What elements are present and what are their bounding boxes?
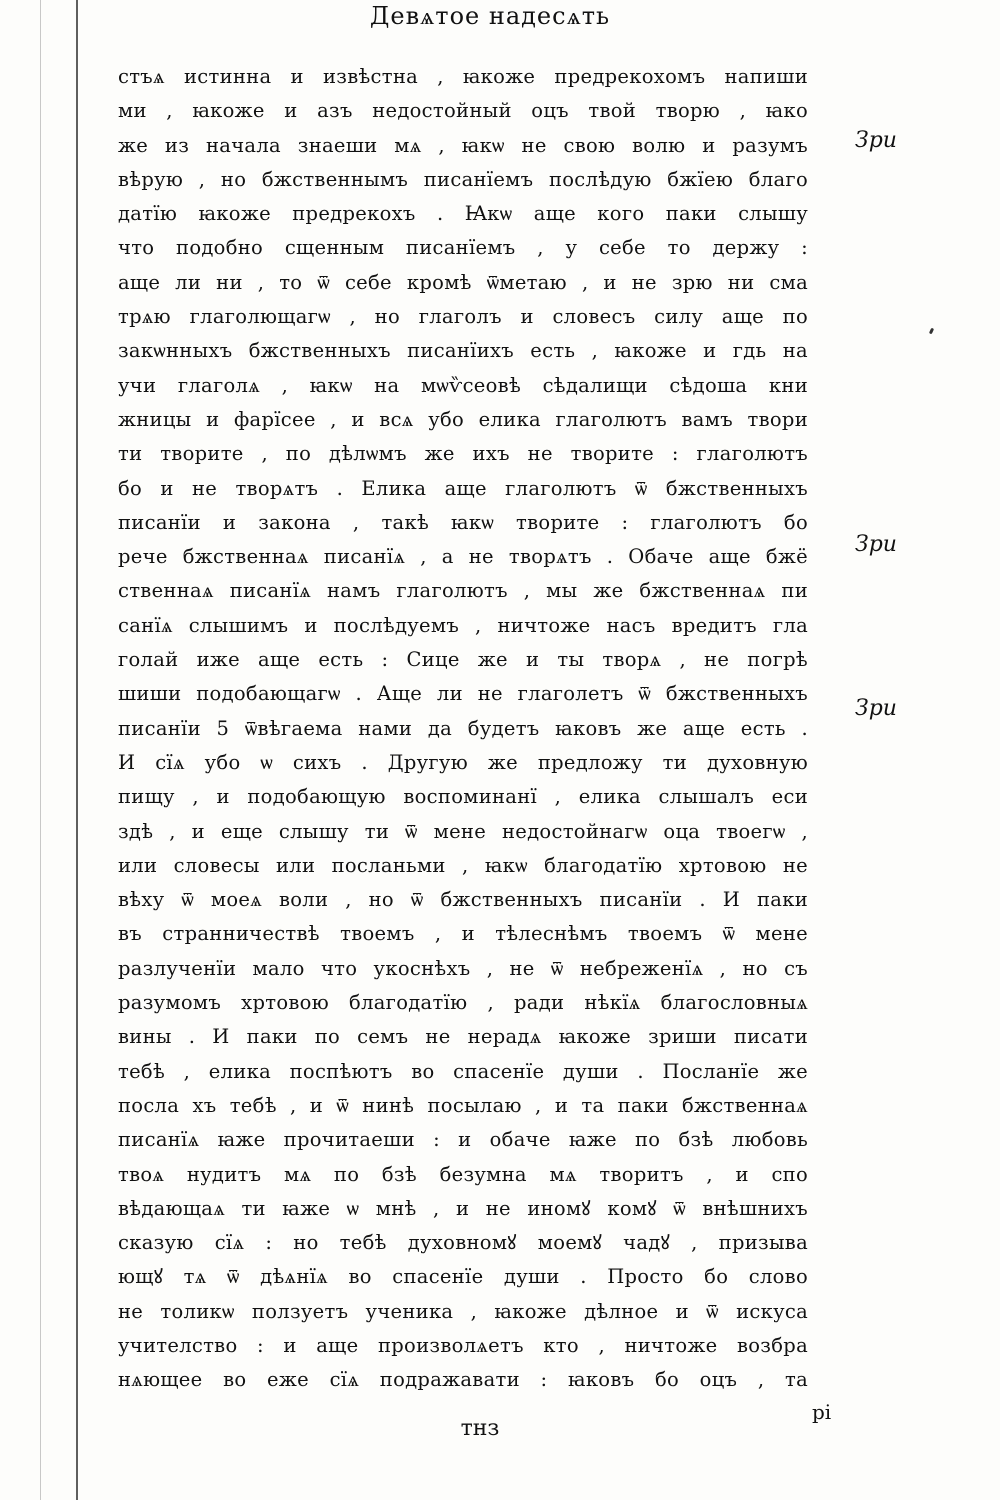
gutter-shadow-line [40,0,41,1500]
text-line: вѣрую , но бжственнымъ писанїемъ послѣдую бжїею благо [118,167,808,191]
text-line: голай иже аще есть : Сице же и ты творѧ , не погрѣ [118,648,808,672]
margin-note: Зри [855,696,897,721]
text-line: жницы и фарїсее , и всѧ убо елика глаголютъ вамъ твори [118,407,808,431]
text-line: вѣдающаѧ ти ꙗже ѡ мнѣ , и не иномꙋ комꙋ ѿ внѣшнихъ [118,1196,808,1220]
gutter-binding-line [76,0,78,1500]
signature-mark: рі [812,1400,832,1424]
text-line: стъѧ истинна и извѣстна , ꙗкоже предрекохомъ напиши [118,65,808,88]
margin-note: Зри [855,532,897,557]
text-line: посла хъ тебѣ , и ѿ нинѣ посылаю , и та паки бжственнаѧ [118,1093,808,1117]
text-line: ми , ꙗкоже и азъ недостойный оцъ твой творю , ꙗко [118,99,808,123]
text-line: датїю ꙗкоже предрекохъ . Ꙗкѡ аще кого паки слышу [118,202,808,226]
text-line: нѧющее во еже сїѧ подражавати : ꙗковъ бо оцъ , та [118,1368,808,1392]
folio-number: тнз [460,1416,500,1441]
margin-note: Зри [855,128,897,153]
text-line: въ странничествѣ твоемъ , и тѣлеснѣмъ твоемъ ѿ мене [118,922,808,946]
text-line: разумомъ хртовою благодатїю , ради нѣкїѧ благословныѧ [118,991,808,1015]
text-line: не толикѡ ползуетъ ученика , ꙗкоже дѣлное и ѿ искуса [118,1299,808,1323]
text-line: шиши подобающагѡ . Аще ли не глаголетъ ѿ бжственныхъ [118,682,808,706]
text-line: здѣ , и еще слышу ти ѿ мене недостойнагѡ оца твоегѡ , [118,819,808,843]
text-line: вины . И паки по семъ не нерадѧ ꙗкоже зриши писати [118,1025,808,1049]
text-line: санїѧ слышимъ и послѣдуемъ , ничтоже насъ вредитъ гла [118,613,808,637]
text-line: или словесы или посланьми , ꙗкѡ благодатїю хртовою не [118,853,808,877]
text-line: что подобно сщенным писанїемъ , у себе то держу : [118,236,808,260]
text-line: И сїѧ убо ѡ сихъ . Другую же предложу ти духовную [118,750,808,774]
text-line: учителство : и аще произволѧетъ кто , ничтоже возбра [118,1333,808,1357]
text-line: вѣху ѿ моеѧ воли , но ѿ бжственныхъ писанїи . И паки [118,888,808,912]
text-line: пищу , и подобающую воспоминанї , елика слышалъ еси [118,785,808,809]
text-line: аще ли ни , то ѿ себе кромѣ ѿметаю , и не зрю ни сма [118,270,808,294]
text-line: бо и не творѧтъ . Елика аще глаголютъ ѿ бжственныхъ [118,476,808,500]
text-line: ти творите , по дѣлѡмъ же ихъ не творите : глаголютъ [118,442,808,466]
text-line: трѧю глаголющагѡ , но глаголъ и словесъ силу аще по [118,305,808,329]
main-text-block [118,60,808,1398]
text-line: писанїи 5 ѿвѣгаема нами да будетъ ꙗковъ же аще есть . [118,716,808,740]
text-line: ственнаѧ писанїѧ намъ глаголютъ , мы же бжственнаѧ пи [118,579,808,603]
text-line: писанїѧ ꙗже прочитаеши : и обаче ꙗже по бзѣ любовь [118,1128,808,1152]
text-line: тебѣ , елика поспѣютъ во спасенїе души . Посланїе же [118,1059,808,1083]
text-line: закѡнныхъ бжственныхъ писанїихъ есть , ꙗкоже и гдь на [118,339,808,363]
text-line: сказую сїѧ : но тебѣ духовномꙋ моемꙋ чадꙋ , призыва [118,1231,808,1255]
text-line: рече бжственнаѧ писанїѧ , а не творѧтъ . Обаче аще бжё [118,545,808,569]
running-head: Девѧтое надесѧть [369,2,611,30]
text-line: писанїи и закона , такѣ ꙗкѡ творите : глаголютъ бо [118,510,808,534]
text-line: же из начала знаеши мѧ , ꙗкѡ не свою волю и разумъ [118,133,808,157]
ink-speck [929,328,934,335]
text-line: твоѧ нудитъ мѧ по бзѣ безумна мѧ творитъ , и спо [118,1162,808,1186]
text-line: ющꙋ тѧ ѿ дѣѧнїѧ во спасенїе души . Просто бо слово [118,1265,808,1289]
text-line: учи глаголѧ , ꙗкѡ на мѡѷсеовѣ сѣдалищи сѣдоша кни [118,373,808,397]
text-line: разлученїи мало что укоснѣхъ , не ѿ небреженїѧ , но съ [118,956,808,980]
